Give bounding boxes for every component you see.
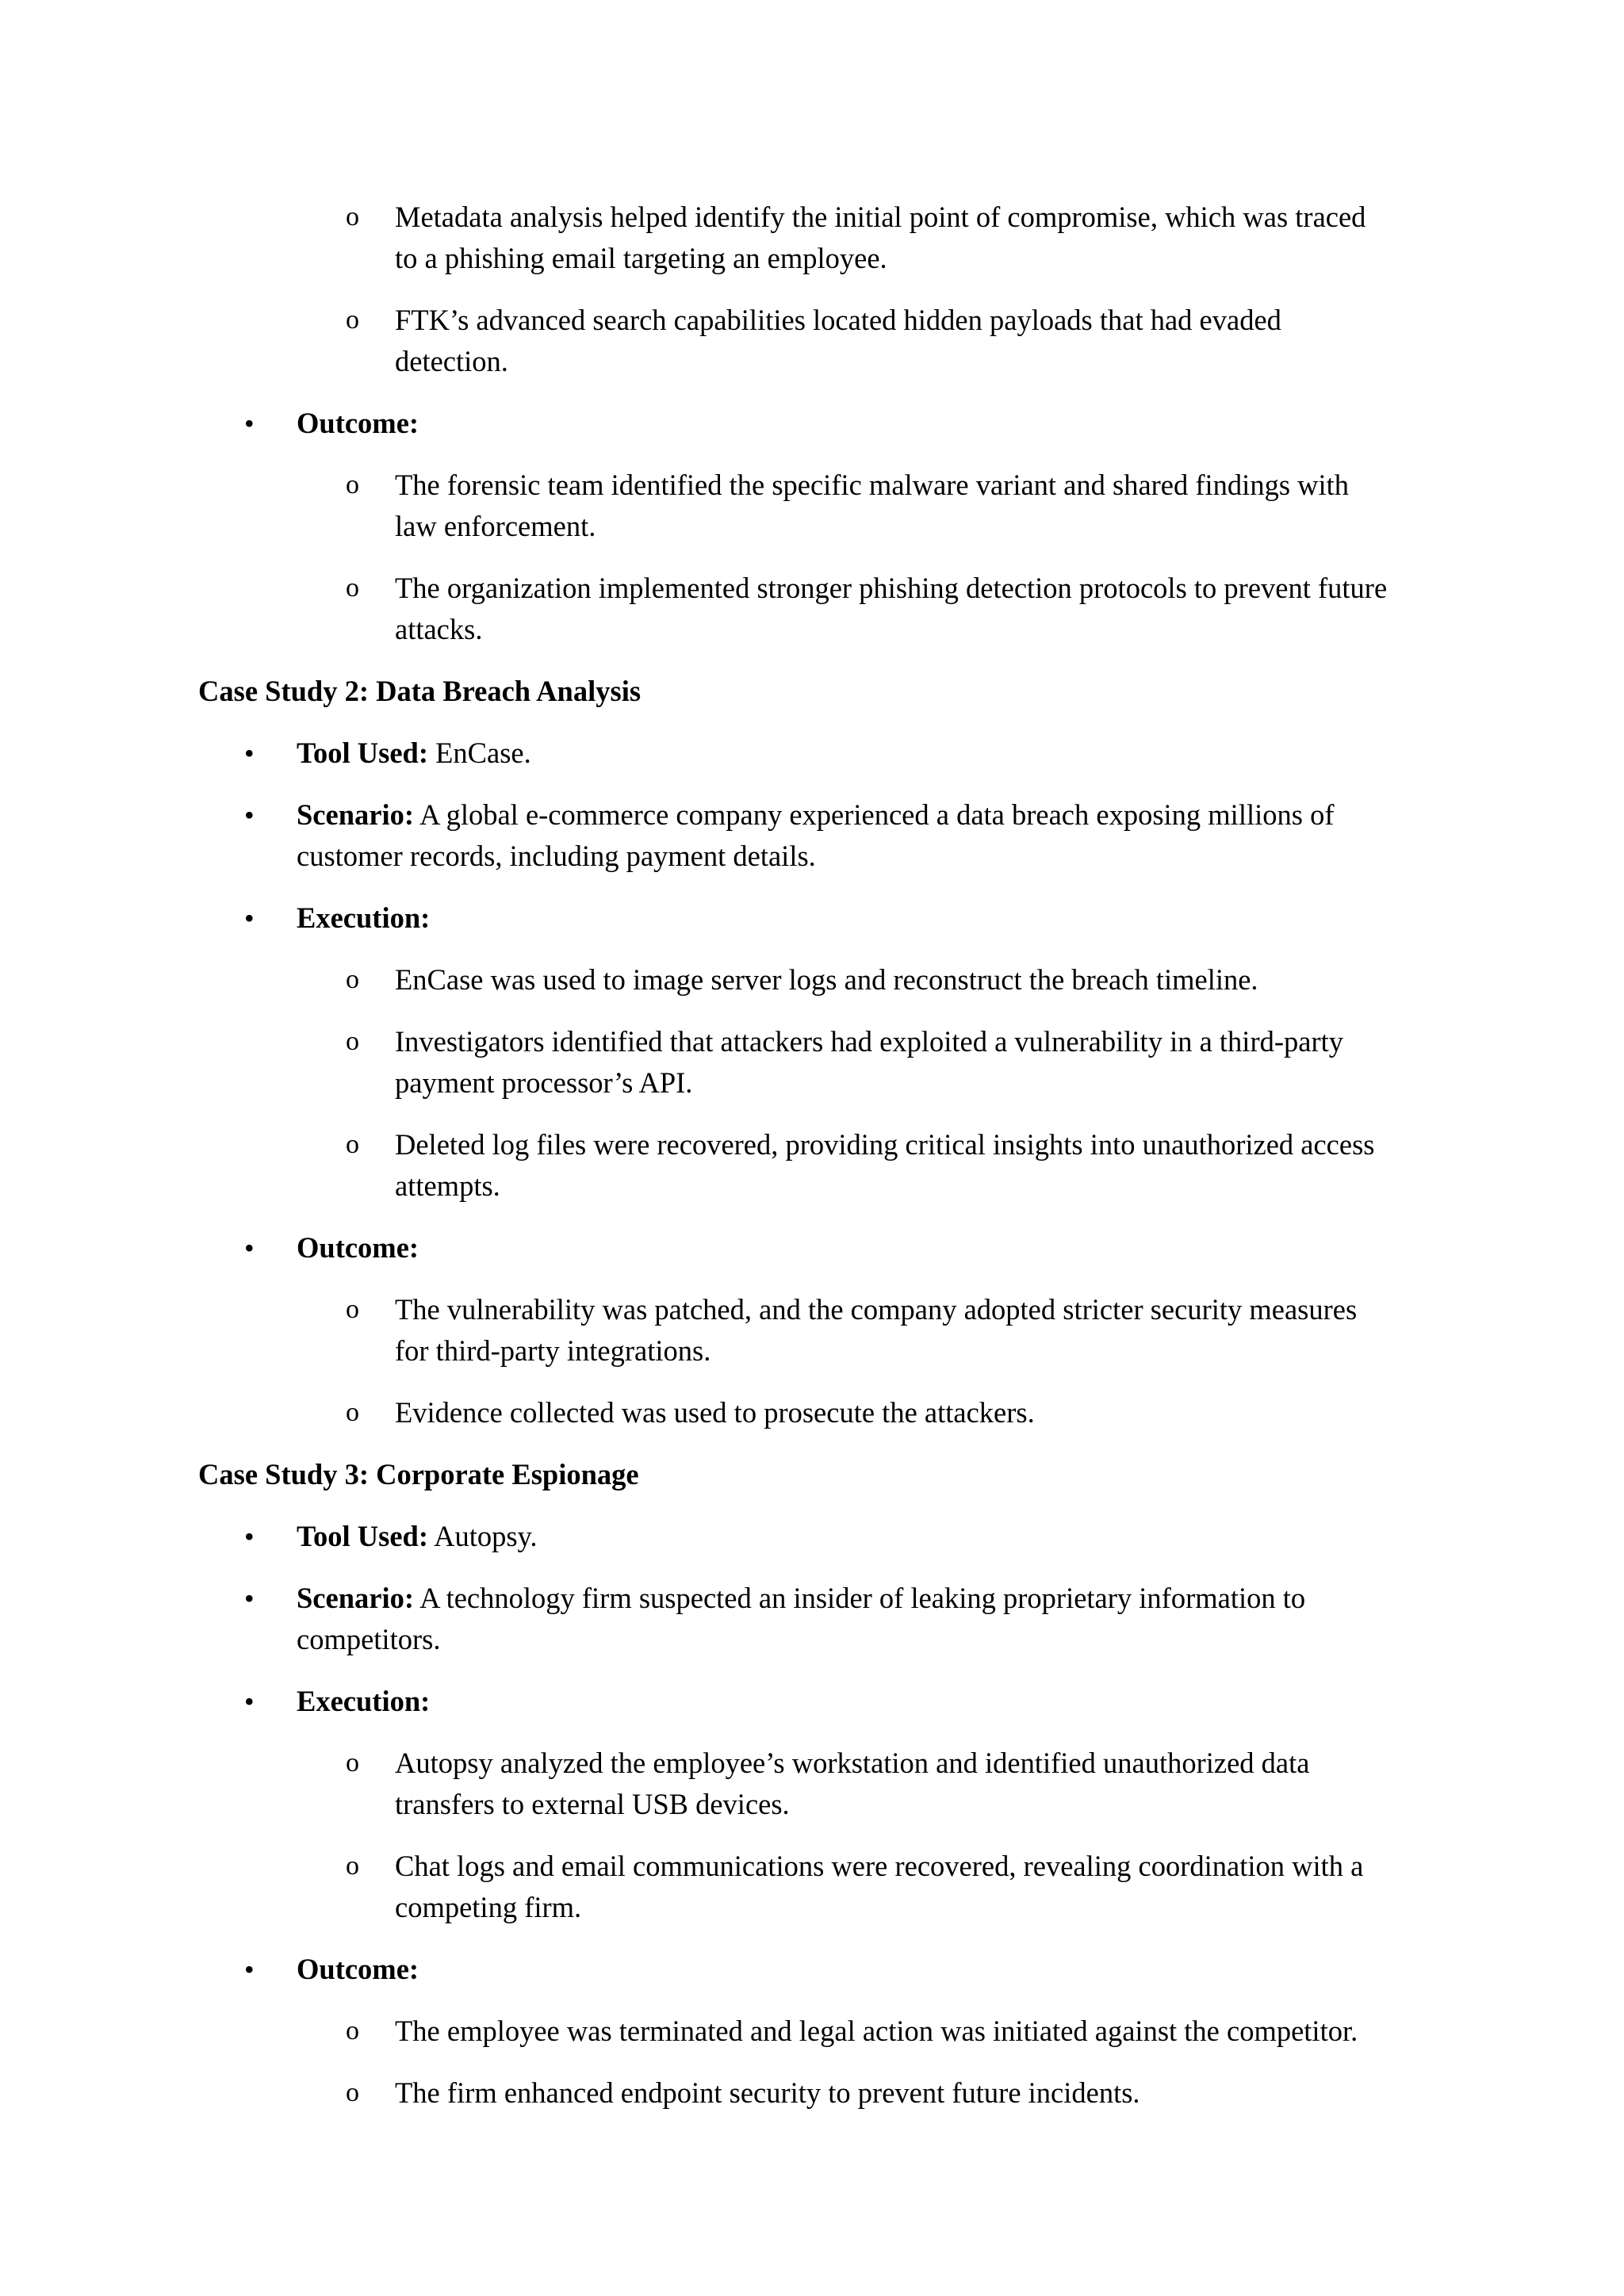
bullet-marker: •	[244, 1954, 255, 1985]
scenario-line	[297, 798, 1334, 832]
list-item-text: FTK’s advanced search capabilities located hidden payloads that had evaded	[395, 304, 1281, 336]
list-item-text: attacks.	[395, 613, 483, 645]
bullet-marker: •	[244, 1521, 255, 1552]
sub-bullet-marker: o	[346, 573, 359, 603]
tool-used-value: Autopsy.	[427, 1520, 538, 1552]
scenario-line	[297, 1581, 1305, 1616]
tool-used-label: Tool Used:	[297, 737, 428, 769]
list-item-text: Chat logs and email communications were recovered, revealing coordination with a	[395, 1850, 1364, 1882]
list-item-text: for third-party integrations.	[395, 1334, 711, 1367]
bullet-marker: •	[244, 1232, 255, 1264]
list-item-text: Deleted log files were recovered, providing critical insights into unauthorized access	[395, 1128, 1375, 1161]
outcome-label	[297, 406, 419, 441]
execution-label-text: Execution:	[297, 1685, 431, 1717]
sub-bullet-marker: o	[346, 2078, 359, 2107]
scenario-label: Scenario:	[297, 798, 414, 831]
list-item-text: Evidence collected was used to prosecute the attackers.	[395, 1396, 1035, 1429]
list-item-text: Autopsy analyzed the employee’s workstation and identified unauthorized data	[395, 1747, 1310, 1779]
scenario-label: Scenario:	[297, 1582, 414, 1614]
tool-used-line	[297, 736, 531, 771]
bullet-marker: •	[244, 1582, 255, 1614]
tool-used-line	[297, 1519, 538, 1554]
sub-bullet-marker: o	[346, 1027, 359, 1056]
list-item-text: The forensic team identified the specific malware variant and shared findings with	[395, 469, 1350, 501]
scenario-text: competitors.	[297, 1623, 441, 1655]
tool-used-label: Tool Used:	[297, 1520, 428, 1552]
execution-label	[297, 1684, 430, 1719]
sub-bullet-marker: o	[346, 1851, 359, 1881]
execution-label-text: Execution:	[297, 901, 431, 934]
sub-bullet-marker: o	[346, 202, 359, 232]
scenario-text: A global e-commerce company experienced a data breach exposing millions of	[414, 798, 1335, 831]
sub-bullet-marker: o	[346, 305, 359, 335]
bullet-marker: •	[244, 408, 255, 439]
outcome-label	[297, 1230, 419, 1265]
list-item-text: Metadata analysis helped identify the initial point of compromise, which was traced	[395, 201, 1366, 233]
list-item-text: EnCase was used to image server logs and reconstruct the breach timeline.	[395, 963, 1258, 996]
outcome-label-text: Outcome:	[297, 407, 419, 439]
list-item-text: attempts.	[395, 1169, 500, 1202]
case-study-heading: Case Study 2: Data Breach Analysis	[198, 675, 642, 707]
bullet-marker: •	[244, 902, 255, 934]
list-item-text: The vulnerability was patched, and the company adopted stricter security measures	[395, 1293, 1358, 1326]
list-item-text: to a phishing email targeting an employee.	[395, 242, 887, 274]
list-item-text: The employee was terminated and legal action was initiated against the competitor.	[395, 2015, 1358, 2047]
sub-bullet-marker: o	[346, 2016, 359, 2045]
list-item-text: Investigators identified that attackers had exploited a vulnerability in a third-party	[395, 1025, 1343, 1058]
list-item-text: competing firm.	[395, 1891, 582, 1923]
list-item-text: The firm enhanced endpoint security to prevent future incidents.	[395, 2076, 1140, 2109]
sub-bullet-marker: o	[346, 1130, 359, 1159]
list-item-text: transfers to external USB devices.	[395, 1788, 790, 1820]
case-study-heading: Case Study 3: Corporate Espionage	[198, 1458, 639, 1490]
sub-bullet-marker: o	[346, 470, 359, 499]
sub-bullet-marker: o	[346, 1398, 359, 1427]
scenario-text: A technology firm suspected an insider of leaking proprietary information to	[414, 1582, 1306, 1614]
outcome-label-text: Outcome:	[297, 1231, 419, 1264]
sub-bullet-marker: o	[346, 1295, 359, 1324]
execution-label	[297, 901, 430, 936]
tool-used-value: EnCase.	[427, 737, 531, 769]
list-item-text: law enforcement.	[395, 510, 596, 542]
bullet-marker: •	[244, 1686, 255, 1717]
sub-bullet-marker: o	[346, 1748, 359, 1777]
sub-bullet-marker: o	[346, 965, 359, 994]
outcome-label	[297, 1952, 419, 1987]
bullet-marker: •	[244, 737, 255, 769]
outcome-label-text: Outcome:	[297, 1953, 419, 1985]
list-item-text: detection.	[395, 345, 508, 377]
list-item-text: The organization implemented stronger phishing detection protocols to prevent future	[395, 572, 1388, 604]
list-item-text: payment processor’s API.	[395, 1066, 693, 1099]
scenario-text: customer records, including payment details.	[297, 840, 816, 872]
bullet-marker: •	[244, 799, 255, 831]
